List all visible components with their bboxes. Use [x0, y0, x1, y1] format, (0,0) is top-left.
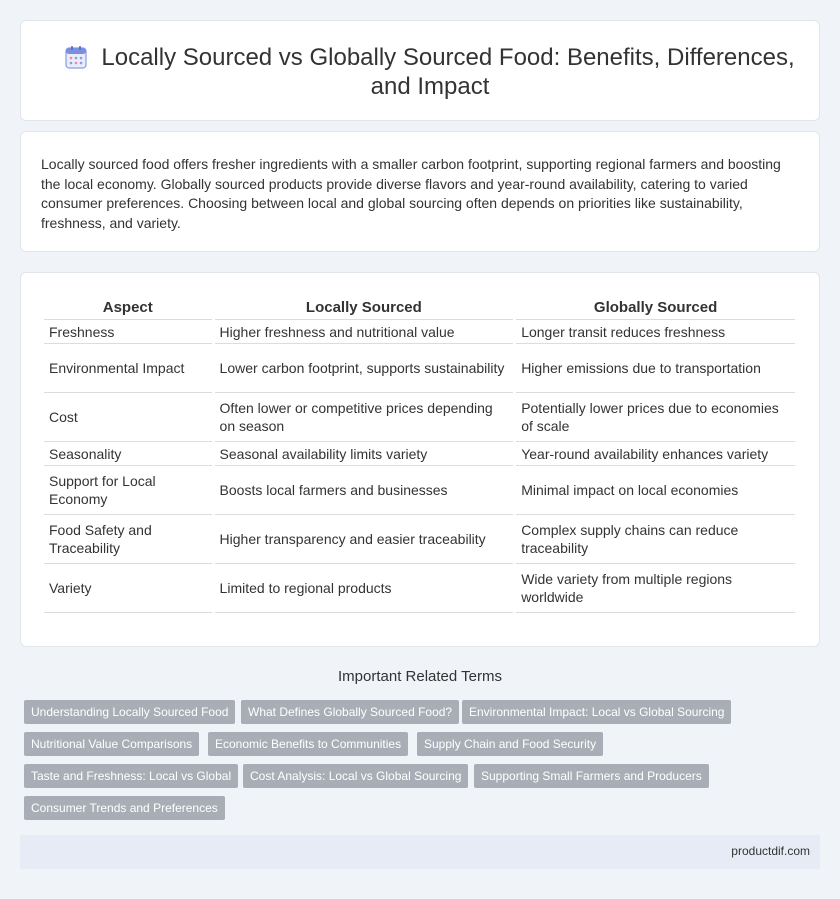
table-row	[44, 515, 795, 564]
global-cell: Longer transit reduces freshness	[516, 320, 795, 344]
related-terms-title: Important Related Terms	[338, 668, 502, 685]
local-cell: Often lower or competitive prices depending on season	[215, 393, 514, 442]
header-globally-sourced: Globally Sourced	[516, 296, 795, 320]
local-cell: Higher freshness and nutritional value	[215, 320, 514, 344]
table-row	[44, 564, 795, 613]
footer-site-link[interactable]: productdif.com	[731, 844, 810, 858]
related-tag[interactable]: Consumer Trends and Preferences	[24, 796, 225, 820]
aspect-cell: Freshness	[44, 320, 212, 344]
comparison-card	[20, 272, 820, 647]
aspect-cell: Variety	[44, 564, 212, 613]
aspect-cell: Food Safety and Traceability	[44, 515, 212, 564]
intro-paragraph: Locally sourced food offers fresher ingredients with a smaller carbon footprint, supporting regional farmers and boosting the local economy. Globally sourced products provide diverse flavors and year-round availability, catering to varied consumer preferences. Choosing between local and global sourcing often depends on priorities like sustainability, freshness, and variety.	[41, 156, 781, 231]
related-tag[interactable]: Supply Chain and Food Security	[417, 732, 603, 756]
local-cell: Boosts local farmers and businesses	[215, 466, 514, 515]
global-cell: Complex supply chains can reduce traceability	[516, 515, 795, 564]
header-locally-sourced: Locally Sourced	[215, 296, 514, 320]
local-cell: Higher transparency and easier traceability	[215, 515, 514, 564]
related-tag[interactable]: Environmental Impact: Local vs Global Sourcing	[462, 700, 731, 724]
related-tag[interactable]: Nutritional Value Comparisons	[24, 732, 199, 756]
related-tag[interactable]: Understanding Locally Sourced Food	[24, 700, 235, 724]
local-cell: Lower carbon footprint, supports sustainability	[215, 344, 514, 393]
table-row	[44, 466, 795, 515]
aspect-cell: Environmental Impact	[44, 344, 212, 393]
aspect-cell: Support for Local Economy	[44, 466, 212, 515]
related-tag[interactable]: Taste and Freshness: Local vs Global	[24, 764, 238, 788]
intro-card	[20, 131, 820, 252]
global-cell: Wide variety from multiple regions worldwide	[516, 564, 795, 613]
related-tag[interactable]: Supporting Small Farmers and Producers	[474, 764, 709, 788]
related-tag[interactable]: Economic Benefits to Communities	[208, 732, 408, 756]
table-row	[44, 344, 795, 393]
title-card	[20, 20, 820, 121]
table-row	[44, 320, 795, 344]
comparison-table	[41, 296, 798, 613]
global-cell: Higher emissions due to transportation	[516, 344, 795, 393]
global-cell: Potentially lower prices due to economies of scale	[516, 393, 795, 442]
global-cell: Minimal impact on local economies	[516, 466, 795, 515]
header-aspect: Aspect	[44, 296, 212, 320]
table-row	[44, 393, 795, 442]
calendar-icon	[65, 45, 87, 69]
footer	[20, 835, 820, 869]
table-header-row	[44, 296, 795, 320]
table-row	[44, 442, 795, 466]
aspect-cell: Cost	[44, 393, 212, 442]
local-cell: Limited to regional products	[215, 564, 514, 613]
aspect-cell: Seasonality	[44, 442, 212, 466]
global-cell: Year-round availability enhances variety	[516, 442, 795, 466]
page-title: Locally Sourced vs Globally Sourced Food: Benefits, Differences, and Impact	[101, 44, 795, 100]
related-tag[interactable]: What Defines Globally Sourced Food?	[241, 700, 459, 724]
page-title-wrap	[61, 43, 799, 101]
related-tag[interactable]: Cost Analysis: Local vs Global Sourcing	[243, 764, 468, 788]
local-cell: Seasonal availability limits variety	[215, 442, 514, 466]
